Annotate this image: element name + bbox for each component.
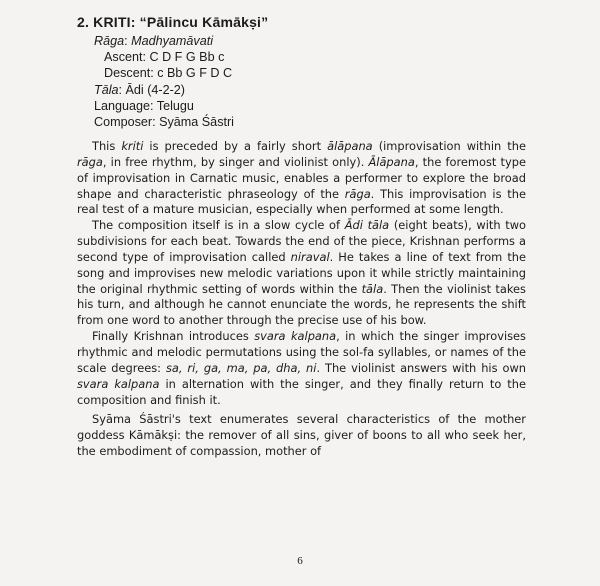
tala-value: Ādi (4-2-2) bbox=[125, 82, 185, 97]
italic-term: Ādi tāla bbox=[344, 218, 390, 233]
italic-term: Ālāpana bbox=[368, 154, 415, 169]
descent-line: Descent: c Bb G F D C bbox=[104, 66, 233, 81]
text-run: (improvisation within the bbox=[372, 139, 526, 153]
song-metadata bbox=[94, 33, 234, 130]
italic-term: sa, ri, ga, ma, pa, dha, ni bbox=[165, 360, 317, 375]
text-run: . He takes a line of text from the song and improvises new melodic variations upon it while strictly maintaining the original rhythmic setting of words within the bbox=[77, 249, 527, 296]
composer-line: Composer: Syāma Śāstri bbox=[94, 115, 234, 130]
italic-term: rāga bbox=[344, 186, 371, 201]
section-heading: 2. KRITI: “Pālincu Kāmākṣi” bbox=[77, 14, 269, 30]
italic-term: kriti bbox=[121, 139, 144, 153]
tala-line: Tāla: Ādi (4-2-2) bbox=[94, 82, 185, 97]
text-run: Syāma Śāstri's text enumerates several characteristics of the mother goddess Kāmākṣi: the remover of all sins, giver of boons to all who seek her, the embodiment of compassion, mother of bbox=[77, 412, 526, 459]
tala-label: Tāla bbox=[94, 82, 119, 97]
italic-term: rāga bbox=[77, 154, 103, 169]
text-run: . This improvisation is the real test of a mature musician, especially when performed at some length. bbox=[77, 186, 526, 217]
italic-term: svara kalpana bbox=[77, 376, 160, 391]
italic-term: tāla bbox=[361, 281, 384, 296]
text-run: Finally Krishnan introduces bbox=[92, 329, 255, 344]
raga-line: Rāga: Madhyamāvati bbox=[94, 34, 214, 48]
language-line: Language: Telugu bbox=[94, 98, 194, 113]
body-paragraph bbox=[77, 412, 526, 460]
text-run: , in which the singer improvises rhythmic and melodic permutations using the sol-fa syllables, or names of the scale degrees: bbox=[77, 329, 526, 375]
text-run: , in free rhythm, by singer and violinist only). bbox=[102, 154, 369, 169]
text-run: in alternation with the singer, and they finally return to the composition and finish it. bbox=[77, 376, 526, 407]
text-run: . Then the violinist takes his turn, and although he cannot enunciate the words, he represents the shift from one word to another through the precise use of his bow. bbox=[77, 281, 526, 328]
text-run: , the foremost type of improvisation in Carnatic music, enables a performer to explore the broad shape and characteristic phraseology of the bbox=[77, 154, 526, 201]
italic-term: svara kalpana bbox=[254, 329, 337, 344]
text-run: (eight beats), with two subdivisions for each beat. Towards the end of the piece, Krishnan performs a second type of improvisation called bbox=[77, 218, 526, 264]
italic-term: niraval bbox=[290, 249, 330, 264]
text-run: This bbox=[92, 139, 122, 153]
page-number: 6 bbox=[297, 555, 303, 567]
raga-value: Madhyamāvati bbox=[131, 34, 214, 48]
body-paragraph bbox=[77, 139, 526, 218]
raga-label: Rāga bbox=[94, 34, 125, 48]
italic-term: ālāpana bbox=[327, 139, 373, 153]
ascent-line: Ascent: C D F G Bb c bbox=[104, 50, 225, 65]
text-run: . The violinist answers with his own bbox=[316, 360, 526, 375]
body-paragraph bbox=[77, 218, 526, 329]
text-run: is preceded by a fairly short bbox=[143, 139, 328, 153]
text-run: The composition itself is in a slow cycle of bbox=[92, 218, 345, 233]
body-text bbox=[77, 139, 526, 460]
body-paragraph bbox=[77, 329, 526, 408]
